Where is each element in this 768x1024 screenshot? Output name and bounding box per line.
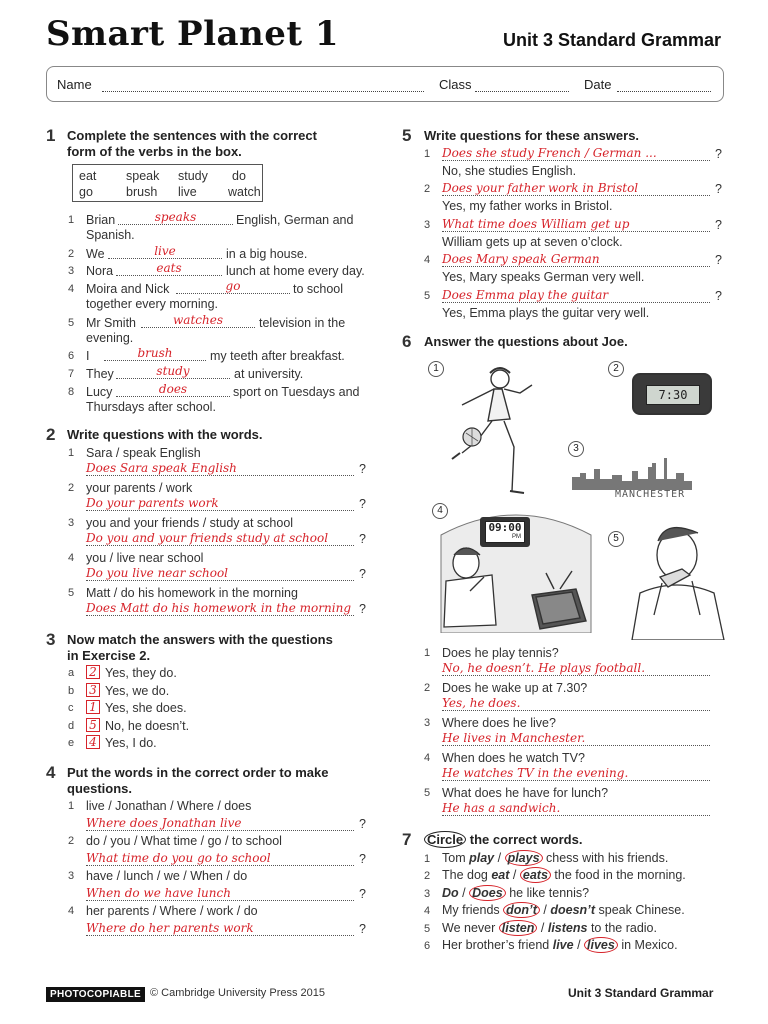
answer-field[interactable]: What time does William get up <box>442 217 710 232</box>
footer-unit-title: Unit 3 Standard Grammar <box>568 986 714 1000</box>
wall-clock-icon <box>480 517 530 547</box>
city-label: MANCHESTER <box>615 489 686 500</box>
picture-number: 2 <box>608 361 624 377</box>
exercise-instruction: Write questions with the words. <box>67 427 263 442</box>
answer-field[interactable]: go <box>176 279 290 294</box>
class-label: Class <box>439 77 472 92</box>
picture-number: 3 <box>568 441 584 457</box>
answer-field[interactable]: He lives in Manchester. <box>442 731 710 746</box>
answer-field[interactable]: Where do her parents work <box>86 921 354 936</box>
copyright-text: © Cambridge University Press 2015 <box>150 987 326 999</box>
option-1[interactable]: play <box>469 851 495 865</box>
unit-title: Unit 3 Standard Grammar <box>503 30 722 50</box>
picture-number: 5 <box>608 531 624 547</box>
answer-field[interactable]: Do your parents work <box>86 496 354 511</box>
list-item: 2 The dog eat / eats the food in the morning. <box>424 868 686 882</box>
tv-clock-pm: PM <box>512 534 521 540</box>
eating-sandwich-illustration <box>622 515 732 640</box>
student-info-box <box>46 66 724 102</box>
answer-field[interactable]: Does Mary speak German <box>442 252 710 267</box>
option-2-circled[interactable]: lives <box>584 937 618 953</box>
exercise-number: 6 <box>402 332 412 351</box>
list-item: 3 Do / Does he like tennis? <box>424 886 590 900</box>
page-title: Smart Planet 1 <box>46 14 340 54</box>
answer-field[interactable]: eats <box>116 261 222 276</box>
option-2-circled[interactable]: plays <box>505 850 543 866</box>
answer-field[interactable]: What time do you go to school <box>86 851 354 866</box>
answer-field[interactable]: speaks <box>118 210 233 225</box>
answer-field[interactable]: live <box>108 244 222 259</box>
answer-field[interactable]: Do you live near school <box>86 566 354 581</box>
match-box[interactable]: 3 <box>86 683 100 697</box>
exercise-instruction: Write questions for these answers. <box>424 128 640 143</box>
match-box[interactable]: 5 <box>86 718 100 732</box>
match-box[interactable]: 2 <box>86 665 100 679</box>
date-field[interactable] <box>617 91 711 92</box>
answer-field[interactable]: does <box>116 382 230 397</box>
list-item: 4 My friends don’t / doesn’t speak Chinese. <box>424 903 685 917</box>
word-box: eat speak study do go brush live watch <box>72 164 263 202</box>
list-item: 5 We never listen / listens to the radio. <box>424 921 657 935</box>
exercise-number: 3 <box>46 630 56 649</box>
answer-field[interactable]: Yes, he does. <box>442 696 710 711</box>
exercise-number: 4 <box>46 763 56 782</box>
illustrations <box>402 355 732 640</box>
answer-field[interactable]: watches <box>141 313 255 328</box>
option-1[interactable]: live <box>552 938 574 952</box>
date-label: Date <box>584 77 612 92</box>
clock-display: 7:30 <box>646 385 700 405</box>
answer-field[interactable]: No, he doesn’t. He plays football. <box>442 661 710 676</box>
exercise-instruction: Complete the sentences with the correct form of the verbs in the box. <box>67 128 317 159</box>
option-2-circled[interactable]: Does <box>469 885 506 901</box>
answer-field[interactable]: Does Emma play the guitar <box>442 288 710 303</box>
name-field[interactable] <box>102 91 424 92</box>
list-item: 1 Tom play / plays chess with his friends. <box>424 851 669 865</box>
match-box[interactable]: 4 <box>86 735 100 749</box>
answer-field[interactable]: Do you and your friends study at school <box>86 531 354 546</box>
answer-field[interactable]: brush <box>104 346 206 361</box>
answer-field[interactable]: Does Sara speak English <box>86 461 354 476</box>
answer-field[interactable]: Does your father work in Bristol <box>442 181 710 196</box>
picture-number: 4 <box>432 503 448 519</box>
city-skyline-icon <box>572 455 692 490</box>
exercise-number: 2 <box>46 425 56 444</box>
answer-field[interactable]: Does she study French / German ... <box>442 146 710 161</box>
answer-field[interactable]: Does Matt do his homework in the morning <box>86 601 354 616</box>
name-label: Name <box>57 77 92 92</box>
exercise-instruction: Put the words in the correct order to make questions. <box>67 765 329 796</box>
option-2[interactable]: doesn’t <box>550 903 596 917</box>
exercise-number: 5 <box>402 126 412 145</box>
option-1-circled[interactable]: don’t <box>503 902 540 918</box>
photocopiable-badge: PHOTOCOPIABLE <box>46 987 145 1002</box>
option-2[interactable]: listens <box>547 921 588 935</box>
match-box[interactable]: 1 <box>86 700 100 714</box>
option-1-circled[interactable]: listen <box>499 920 538 936</box>
exercise-number: 1 <box>46 126 56 145</box>
tv-clock-time: 09:00 <box>488 521 522 534</box>
option-1[interactable]: Do <box>442 886 459 900</box>
exercise-instruction: Now match the answers with the questions in Exercise 2. <box>67 632 333 663</box>
exercise-instruction: Circle the correct words. <box>424 832 582 848</box>
answer-field[interactable]: Where does Jonathan live <box>86 816 354 831</box>
answer-field[interactable]: study <box>116 364 230 379</box>
picture-number: 1 <box>428 361 444 377</box>
exercise-number: 7 <box>402 830 412 849</box>
exercise-instruction: Answer the questions about Joe. <box>424 334 628 349</box>
answer-field[interactable]: When do we have lunch <box>86 886 354 901</box>
option-1[interactable]: eat <box>491 868 510 882</box>
footballer-illustration <box>432 363 552 498</box>
class-field[interactable] <box>475 91 569 92</box>
alarm-clock-icon <box>632 373 712 415</box>
list-item: 6 Her brother’s friend live / lives in Mexico. <box>424 938 678 952</box>
answer-field[interactable]: He has a sandwich. <box>442 801 710 816</box>
option-2-circled[interactable]: eats <box>520 867 551 883</box>
answer-field[interactable]: He watches TV in the evening. <box>442 766 710 781</box>
